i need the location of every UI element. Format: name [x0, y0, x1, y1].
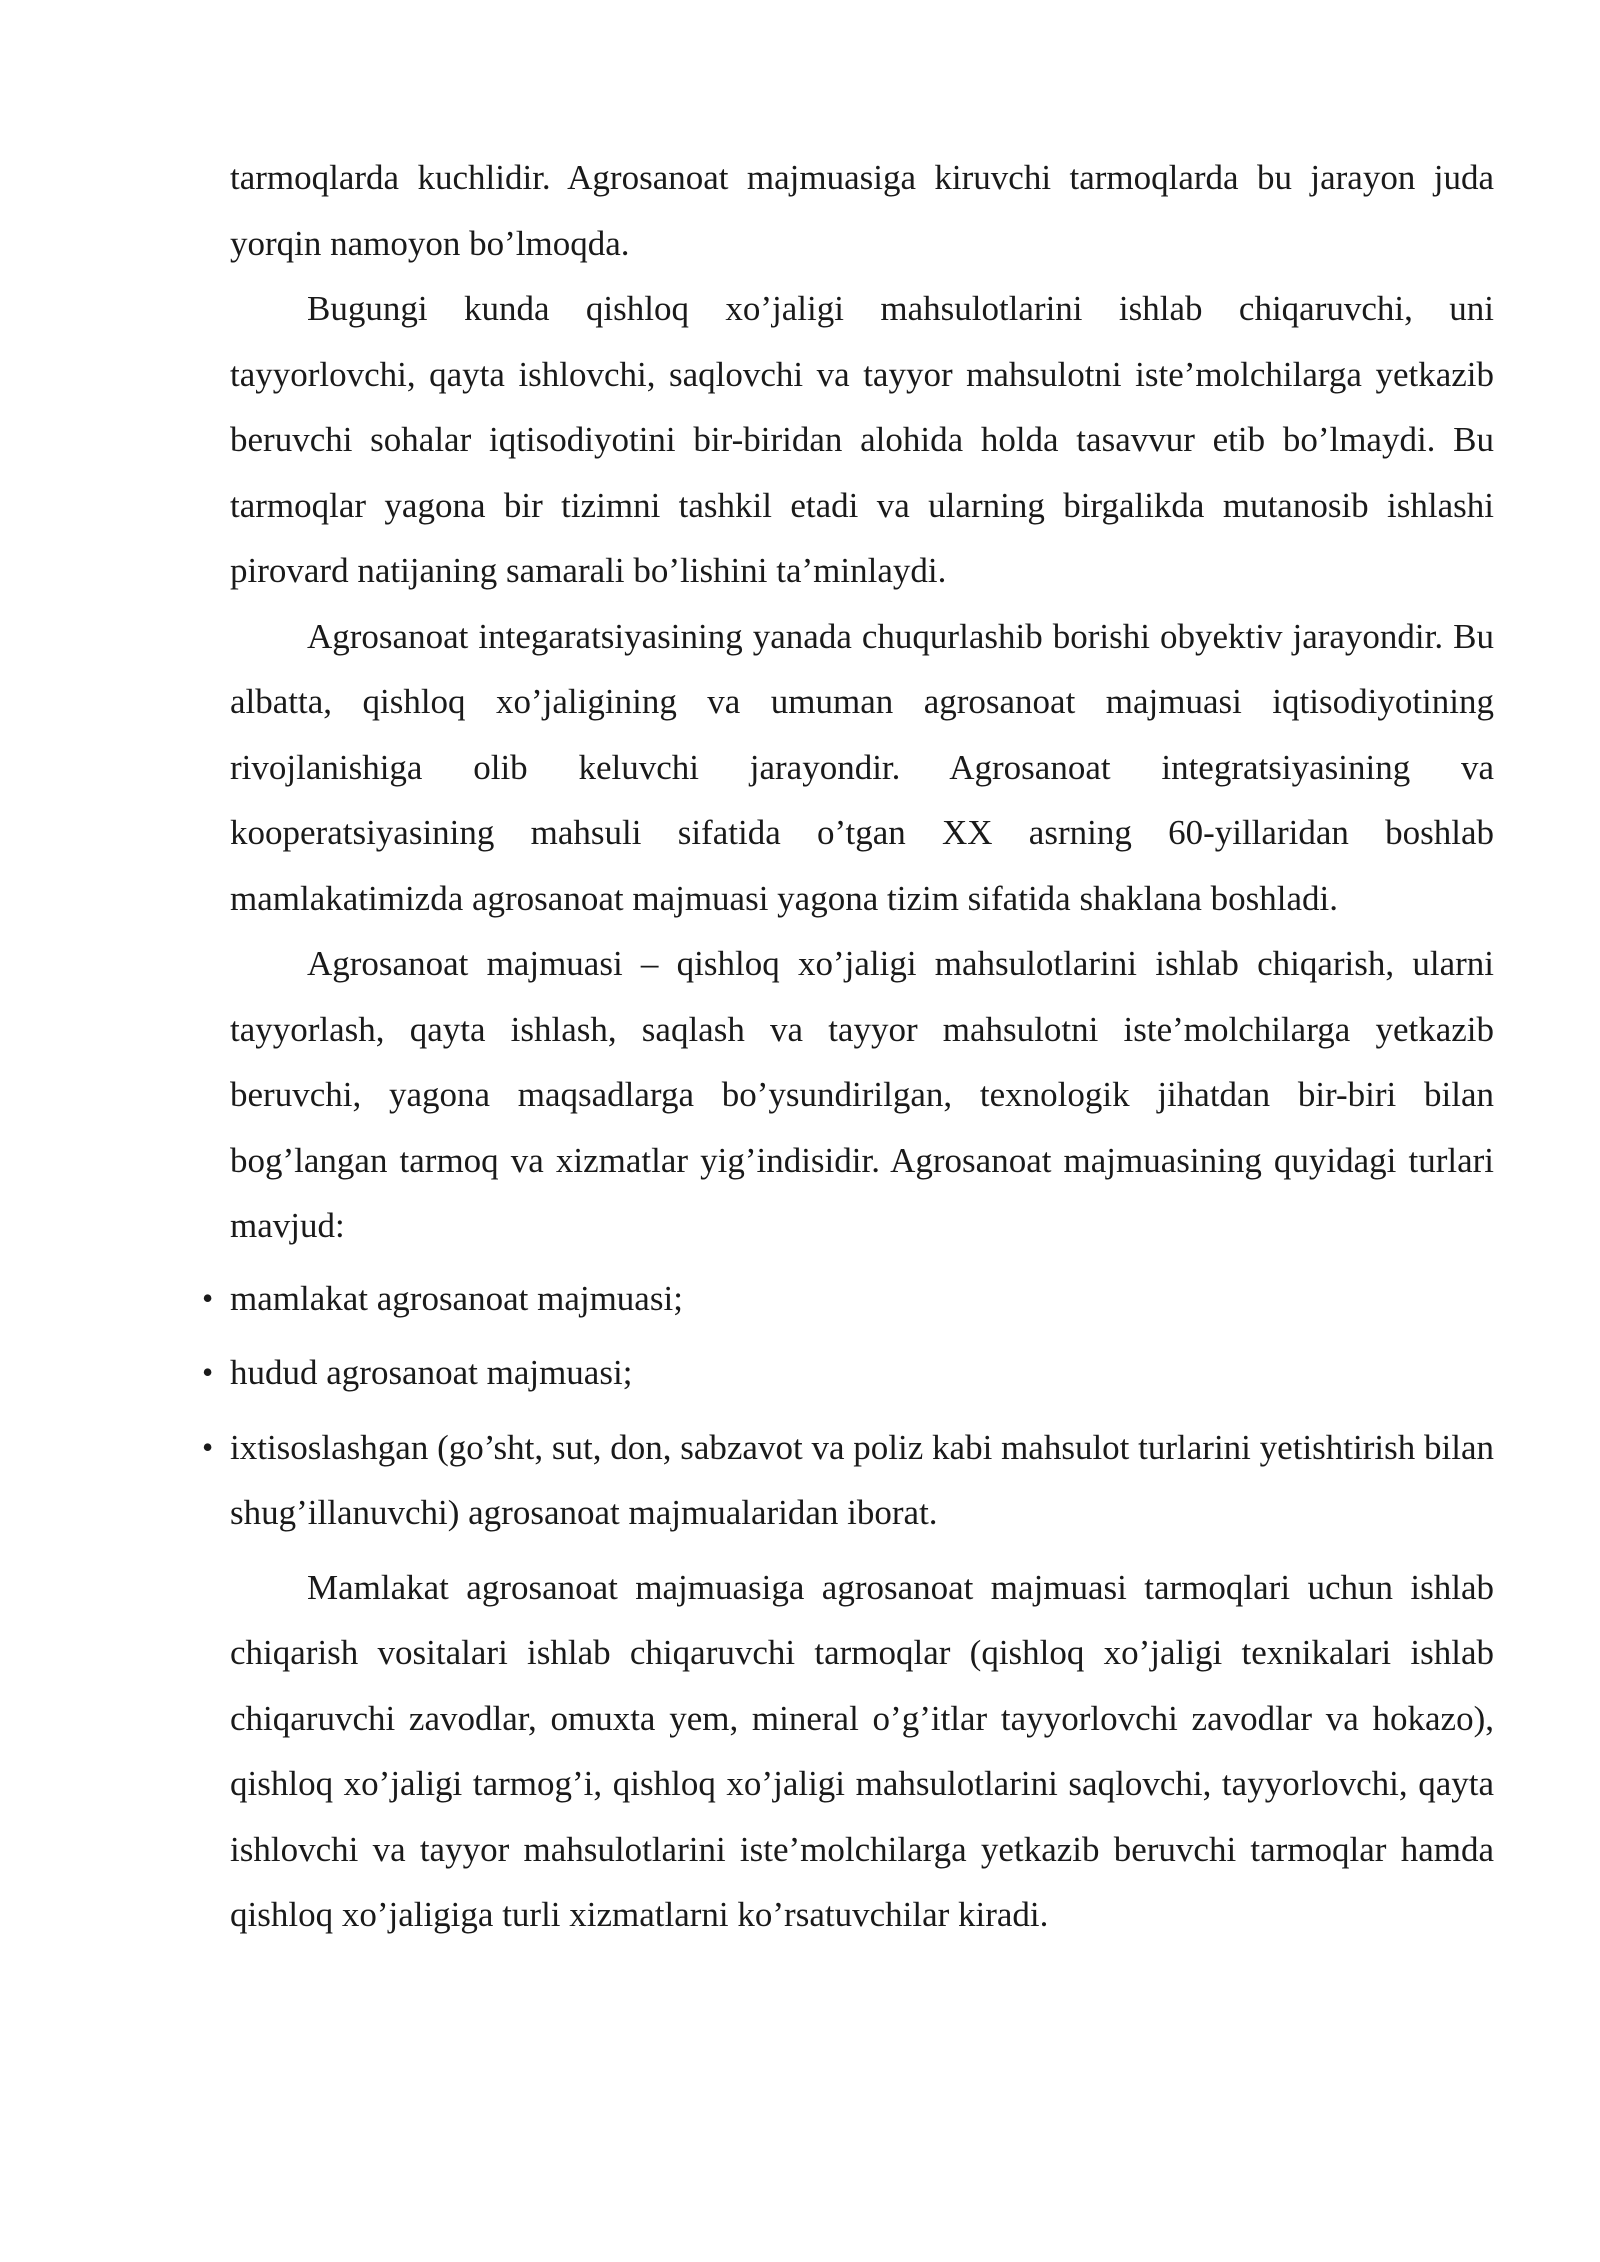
paragraph-2: Bugungi kunda qishloq xo’jaligi mahsulotlarini ishlab chiqaruvchi, uni tayyorlovchi, qayta ishlovchi, saqlovchi va tayyor mahsulotni iste’molchilarga yetkazib beruvchi sohalar iqtisodiyotini bir-biridan alohida holda tasavvur etib bo’lmaydi. Bu tarmoqlar yagona bir tizimni tashkil etadi va ularning birgalikda mutanosib ishlashi pirovard natijaning samarali bo’lishini ta’minlaydi.	[230, 289, 1494, 590]
paragraph-4: Agrosanoat majmuasi – qishloq xo’jaligi mahsulotlarini ishlab chiqarish, ularni tayyorlash, qayta ishlash, saqlash va tayyor mahsulotni iste’molchilarga yetkazib beruvchi, yagona maqsadlarga bo’ysundirilgan, texnologik jihatdan bir-biri bilan bog’langan tarmoq va xizmatlar yig’indisidir. Agrosanoat majmuasining quyidagi turlari mavjud:	[230, 944, 1494, 1245]
document-page	[202, 145, 1494, 1948]
bullet-list	[202, 1266, 1494, 1546]
paragraph-1: tarmoqlarda kuchlidir. Agrosanoat majmuasiga kiruvchi tarmoqlarda bu jarayon juda yorqin namoyon bo’lmoqda.	[230, 158, 1494, 263]
paragraph-3: Agrosanoat integaratsiyasining yanada chuqurlashib borishi obyektiv jarayondir. Bu albatta, qishloq xo’jaligining va umuman agrosanoat majmuasi iqtisodiyotining rivojlanishiga olib keluvchi jarayondir. Agrosanoat integratsiyasining va kooperatsiyasining mahsuli sifatida o’tgan XX asrning 60-yillaridan boshlab mamlakatimizda agrosanoat majmuasi yagona tizim sifatida shaklana boshladi.	[230, 616, 1494, 918]
list-item-text: hudud agrosanoat majmuasi;	[230, 1353, 633, 1392]
list-item-text: mamlakat agrosanoat majmuasi;	[230, 1278, 683, 1318]
list-item-text: ixtisoslashgan (go’sht, sut, don, sabzavot va poliz kabi mahsulot turlarini yetishtirish bilan shug’illanuvchi) agrosanoat majmualaridan iborat.	[230, 1427, 1494, 1532]
bullet-icon: •	[202, 1428, 214, 1465]
list-item	[202, 1340, 1494, 1406]
list-item	[202, 1266, 1494, 1332]
paragraph-5: Mamlakat agrosanoat majmuasiga agrosanoat majmuasi tarmoqlari uchun ishlab chiqarish vositalari ishlab chiqaruvchi tarmoqlar (qishloq xo’jaligi texnikalari ishlab chiqaruvchi zavodlar, omuxta yem, mineral o’g’itlar tayyorlovchi zavodlar va hokazo), qishloq xo’jaligi tarmog’i, qishloq xo’jaligi mahsulotlarini saqlovchi, tayyorlovchi, qayta ishlovchi va tayyor mahsulotlarini iste’molchilarga yetkazib beruvchi tarmoqlar hamda qishloq xo’jaligiga turli xizmatlarni ko’rsatuvchilar kiradi.	[230, 1567, 1494, 1934]
bullet-icon: •	[202, 1354, 214, 1390]
bullet-icon: •	[202, 1279, 214, 1316]
list-item	[202, 1415, 1494, 1546]
